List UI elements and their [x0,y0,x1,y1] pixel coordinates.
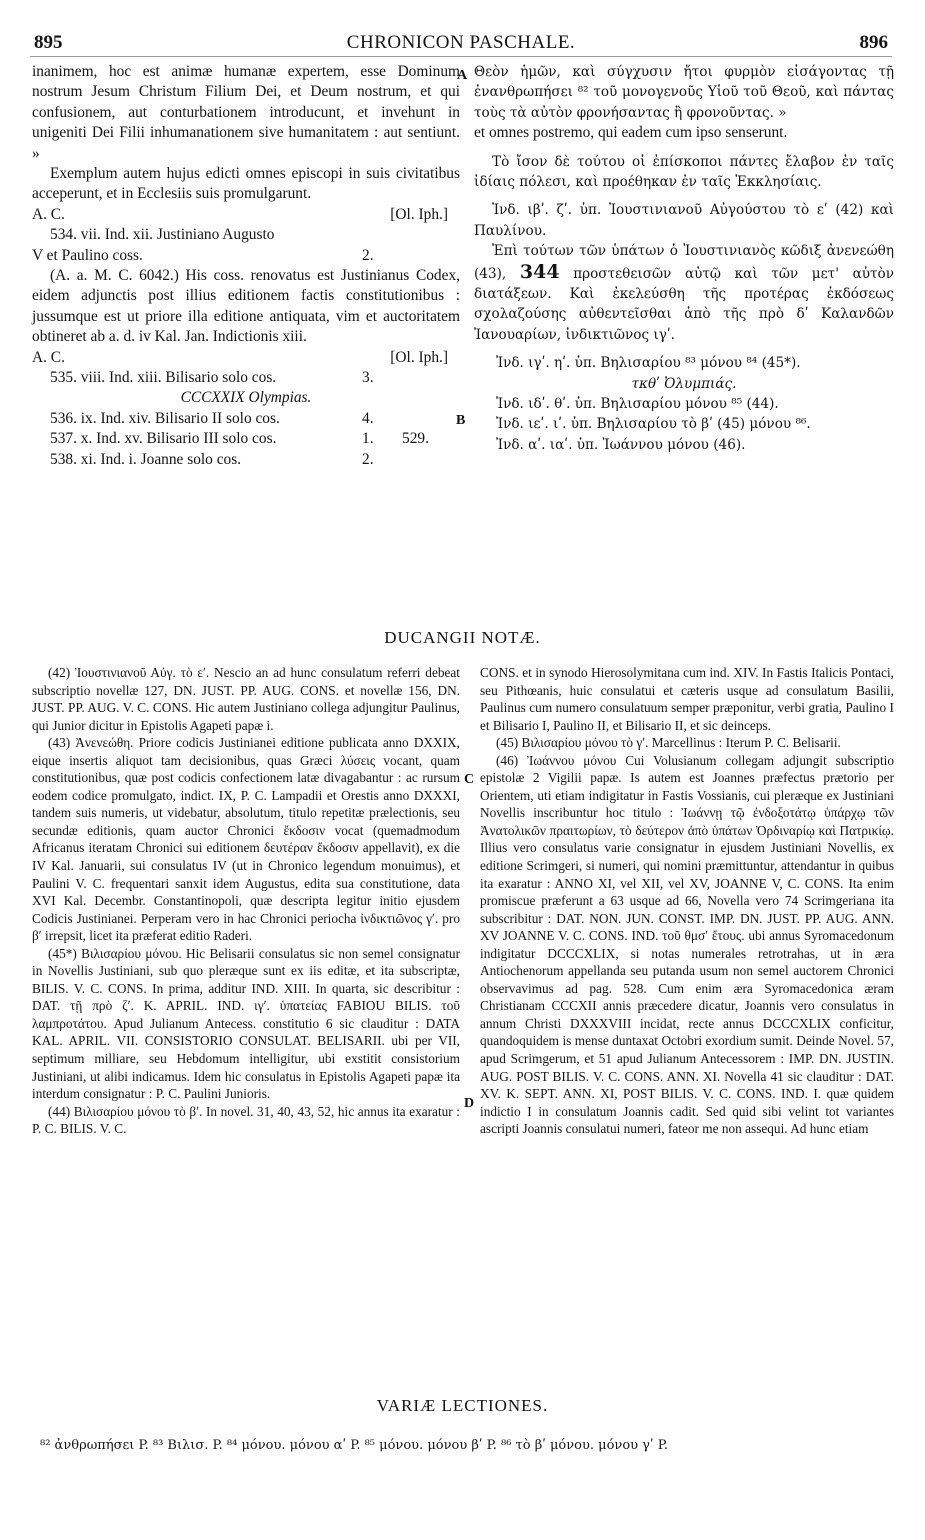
year-heading [32,348,460,368]
notes-heading: DUCANGII NOTÆ. [384,628,541,647]
greek-paragraph: Τὸ ἴσον δὲ τούτου οἱ ἐπίσκοποι πάντες ἔλαβον ἐν ταῖς ἰδίαις πόλεσι, καὶ προέθηκαν ἐν ταῖς Ἐκκλησίαις. [474,153,894,191]
latin-gloss: et omnes postremo, qui eadem cum ipso senserunt. [474,124,788,142]
olympiad-year-number: 1. [362,430,374,448]
latin-text-column [32,62,460,470]
notes-left-column [32,664,460,1138]
greek-consular-line: Ἰνδ. αʹ. ιαʹ. ὑπ. Ἰωάννου μόνου (46). [496,436,746,453]
greek-text: προστεθεισῶν αὐτῷ καὶ τῶν μετ' αὐτὸν διατάξεων. Καὶ ἐκελεύσθη τῆς προτέρας ἐκδόσεως σχολαζούσης αὐθεντεῖσθαι ἀπὸ τῆς πρὸ δʹ Καλανδῶν Ἰανουαρίων, ἰνδικτιῶνος ιγʹ. [474,265,894,343]
consular-year-row [32,409,460,429]
consular-year-row [32,225,460,245]
olympiad-year-number: 4. [362,409,374,427]
consular-year-text: 536. ix. Ind. xiv. Bilisario II solo cos. [50,409,280,427]
latin-paragraph: inanimem, hoc est animæ humanæ expertem, esse Dominum nostrum Jesum Christum Filium Dei, et Deum nostrum, et qui confusionem, aut conturbationem introducunt, et invehunt in unigeniti Dei Filii inhumanationem sive humanitatem : aut sentiunt. » [32,63,460,162]
note-paragraph: CONS. et in synodo Hierosolymitana cum ind. XIV. In Fastis Italicis Pontaci, seu Pithœanis, huic consulatui et cæteris usque ad consulatum Basilii, Paulinus cum numero consulatuum semper præponitur, verbi gratia, Paulino I et Bilisario I, Paulino II, et Bilisario II, et sic deinceps. [480,665,894,733]
note-paragraph: (43) Ἀνενεώθη. Priore codicis Justinianei editione publicata anno DXXIX, eique insertis aliquot tam decisionibus, quas Græci λύσεις vocant, quam constitutionibus, quæ post codicis confectionem latæ divagabantur : ac rursum eodem codice promulgato, indict. IX, P. C. Lampadii et Orestis anno DXXXI, tandem suis numeris, ut videbatur, absolutum, titulo repetitæ prælectionis, seu secundæ editionis, quam auctor Chronici ἔκδοσιν vocat (quemadmodum Africanus iteratam Chronici sui editionem δευτέραν ἔκδοσιν appellavit), ex die IV Kal. Januarii, sui consulatus IV (ut in Chronico legendum monuimus), et Paulini V. C. frequentari sanxit idem Augustus, edita sua constitutione, data XVI Kal. Decembr. Constantinopoli, quæ descripta legitur initio ejusdem Codicis Justinianei. Perperam vero in hac Chronici periocha ἰνδικτιῶνος γʹ. pro βʹ irrepsit, licet ita præferat editio Raderi. [32,735,460,944]
page-reference: 529. [402,430,429,448]
running-header [30,30,892,57]
latin-paragraph: (A. a. M. C. 6042.) His coss. renovatus est Justinianus Codex, eidem adjunctis post illius editionem factis constitutionibus : jussumque est ut priore illa editione antiquata, vim et auctoritatem obtineret ab a. d. iv Kal. Jan. Indictionis xiii. [32,267,460,346]
year-heading [32,205,460,225]
olympiad-heading: CCCXXIX Olympias. [180,389,312,407]
variae-lectiones-line: ⁸² ἀνθρωπήσει P. ⁸³ Βιλισ. P. ⁸⁴ μόνου. μόνου αʹ P. ⁸⁵ μόνου. μόνου βʹ P. ⁸⁶ τὸ βʹ μόνου. μόνου γʹ P. [40,1438,668,1453]
page-number-left: 895 [34,32,63,53]
consular-year-text: 535. viii. Ind. xiii. Bilisario solo cos. [50,369,277,387]
margin-marker-a: A [457,68,468,83]
greek-consular-line: Ἰνδ. ιγʹ. ηʹ. ὑπ. Βηλισαρίου ⁸³ μόνου ⁸⁴ (45*). [496,355,801,372]
consular-year-row [32,368,460,388]
consular-year-text: 537. x. Ind. xv. Bilisario III solo cos. [50,430,277,448]
margin-marker-b: B [456,413,466,428]
olympiad-label: [Ol. Iph.] [390,348,448,366]
consular-year-row [32,246,460,266]
margin-marker-d: D [464,1096,475,1111]
note-paragraph: (42) Ἰουστινιανοῦ Αὐγ. τὸ εʹ. Nescio an ad hunc consulatum referri debeat subscriptio novellæ 127, DN. JUST. PP. AUG. CONS. et novellæ 156, DN. JUST. PP. AUG. V. C. CONS. Hic autem Justiniano collega adjungitur Paulinus, qui Junior dicitur in Epistolis Agapeti papæ i. [32,665,460,733]
consular-year-text: V et Paulino coss. [32,246,143,264]
consular-year-text: 538. xi. Ind. i. Joanne solo cos. [50,450,242,468]
page-number-right: 896 [859,32,888,53]
consular-year-row [32,450,460,470]
latin-paragraph: Exemplum autem hujus edicti omnes episcopi in suis civitatibus acceperunt, et in Ecclesiis suis promulgarunt. [32,165,460,203]
note-paragraph: (44) Βιλισαρίου μόνου τὸ βʹ. In novel. 31, 40, 43, 52, hic annus ita exaratur : P. C. BILIS. V. C. [32,1103,460,1137]
greek-text-column [474,62,894,455]
consular-year-text: 534. vii. Ind. xii. Justiniano Augusto [50,226,275,244]
note-paragraph: (45) Βιλισαρίου μόνου τὸ γʹ. Marcellinus : Iterum P. C. Belisarii. [496,735,841,751]
consular-year-row [32,429,460,449]
note-paragraph: (46) Ἰωάννου μόνου Cui Volusianum collegam adjungit subscriptio epistolæ 2 Vigilii papæ. Is autem est Joannes præfectus prætorio per Orientem, uti etiam indigitatur in Fastis Vossianis, cui pleræque ex Justiniani Novellis inscribuntur hoc titulo : Ἰωάννῃ τῷ ἐνδοξοτάτῳ ὑπάρχῳ τῶν Ἀνατολικῶν πραιτωρίων, τὸ δεύτερον ἀπὸ ὑπάτων Ὀρδιναρίῳ καὶ Πατρικίῳ. Illius vero consulatus varie consignatur in ejusdem Justiniani Novellis, ex editione Scrimgeri, si numeri, qui nomini præmittuntur, attendantur in quibus ita exaratur : ANNO XI, vel XII, vel XV, JOANNE V, C. CONS. Ita enim promiscue præferunt a 63 usque ad 66, Novella vero 74 Scrimgeriana ita subscribitur : DAT. NON. JUN. CONST. IMP. DN. JUST. PP. AUG. ANN. XV JOANNE V. C. CONS. IND. τοῦ θμσʹ ἔτους. ubi annus Syromacedonum indigitatur DCCCXLIX, si notas numerales retrotrahas, ut in æra Antiochenorum appellanda seu putanda usum non semel auctorem Chronici observavimus ad pag. 528. Cum enim æra Syromacedonica æram Christianam CCCXII annis præcedere dicatur, Joannis vero consulatus in annum Christi DXXXVIII incidat, recte annus DCCCXLIX conficitur, quandoquidem is mense duntaxat Octobri exordium sumit. Deinde Novel. 57, apud Scrimgerum, et 51 apud Julianum Antecessorem : IMP. DN. JUSTIN. AUG. POST BILIS. V. C. CONS. ANN. XI. Novella 41 sic clauditur : DAT. XV. K. SEPT. ANN. XI, POST BILIS. V. C. CONS. IND. I. quæ quidem indictio I in consulatum Joannis cadit. Sed quid sibi velint tot variantes ascripti Joannis consulatui numeri, fateor me non assequi. Ad hunc etiam [480,752,894,1137]
anno-christi-label: A. C. [32,348,65,366]
olympiad-year-number: 2. [362,450,374,468]
olympiad-label: [Ol. Iph.] [390,205,448,223]
greek-paragraph [474,241,894,345]
original-page-number: 344 [519,260,560,283]
greek-consular-line: Ἰνδ. ιβʹ. ζʹ. ὑπ. Ἰουστινιανοῦ Αὐγούστου τὸ εʹ (42) καὶ Παυλίνου. [474,202,894,239]
greek-consular-line: Ἰνδ. ιδʹ. θʹ. ὑπ. Βηλισαρίου μόνου ⁸⁵ (44). [496,396,779,413]
notes-right-column [480,664,894,1138]
note-paragraph: (45*) Βιλισαρίου μόνου. Hic Belisarii consulatus sic non semel consignatur in Novellis Justiniani, sub quo pleræque sunt ex iis editæ, et ita subscriptæ, BILIS. V. C. CONS. In prima, additur IND. XIII. In quarta, sic describitur : DAT. τῇ πρὸ ζʹ. K. APRIL. IND. ιγʹ. ὑπατείας FABIOU BILIS. τοῦ λαμπροτάτου. Apud Julianum Antecess. constitutio 6 sic clauditur : DATA KAL. APRIL. VII. CONSISTORIO CONSULAT. BELISARII. ubi per VII, septimum milliare, seu Hebdomum intelligitur, ubi exstitit consistorium Justiniani, ut alibi indicamus. Idem hic consulatus in Epistolis Agapeti papæ ita interdum consignatur : P. C. Paulini Junioris. [32,945,460,1102]
greek-paragraph: Θεὸν ἡμῶν, καὶ σύγχυσιν ἤτοι φυρμὸν εἰσάγοντας τῇ ἐνανθρωπήσει ⁸² τοῦ μονογενοῦς Υἱοῦ τοῦ Θεοῦ, καὶ πάντας τοὺς τὰ αὐτὸν φρονήσαντας ἢ φρονοῦντας. » [474,64,894,121]
running-title: CHRONICON PASCHALE. [346,32,576,53]
greek-consular-line: Ἰνδ. ιεʹ. ιʹ. ὑπ. Βηλισαρίου τὸ βʹ (45) μόνου ⁸⁶. [496,416,811,433]
variae-lectiones-heading: VARIÆ LECTIONES. [376,1396,549,1415]
olympiad-year-number: 2. [362,246,374,264]
anno-christi-label: A. C. [32,205,65,223]
greek-olympiad-heading: τκθʹ Ὀλυμπιάς. [631,375,737,392]
olympiad-year-number: 3. [362,369,374,387]
margin-marker-c: C [464,772,475,787]
greek-text: Ἐπὶ τούτων τῶν ὑπάτων ὁ Ἰουστινιανὸς κῶδιξ ἀνενεώθη (43), [474,243,894,282]
